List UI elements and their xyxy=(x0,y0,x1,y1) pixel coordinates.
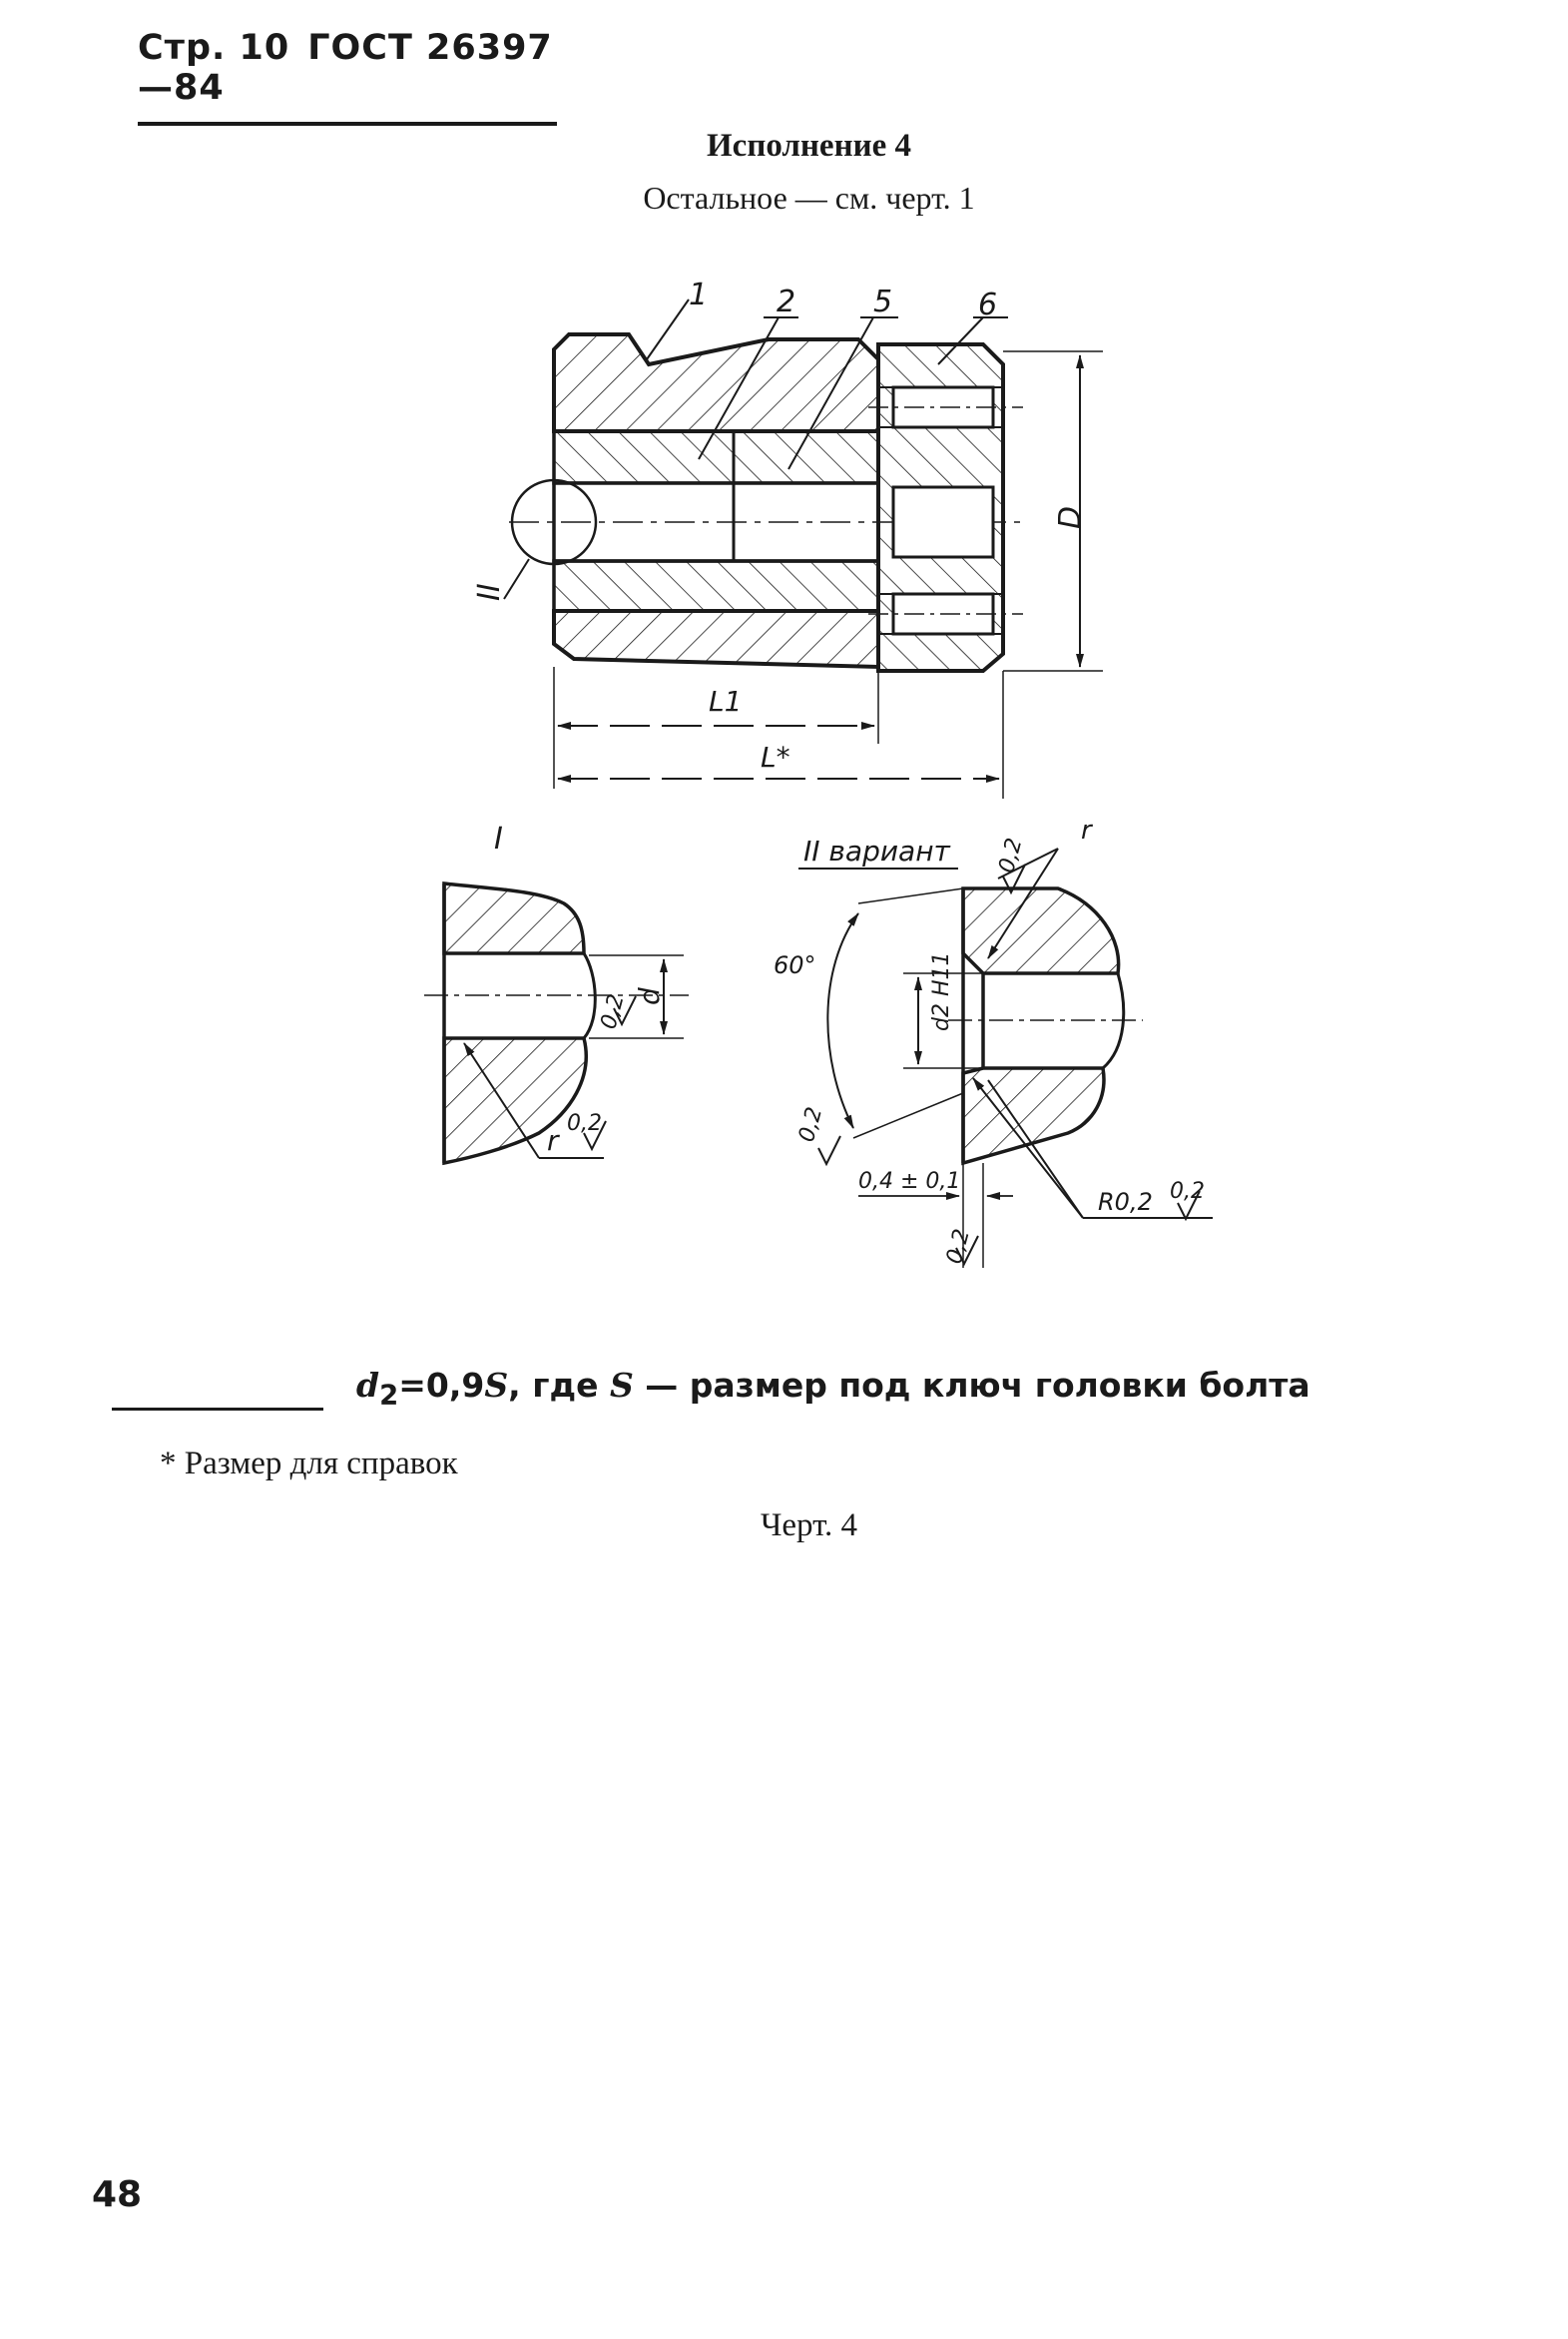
detail-ii-roughness-3: 0,2 xyxy=(1170,1179,1205,1204)
detail-ii-angle: 60° xyxy=(774,951,816,979)
detail-i-title: I xyxy=(494,822,503,857)
callout-5: 5 xyxy=(873,285,893,319)
footnote-separator xyxy=(112,1408,323,1411)
formula-text: $d_2=0,9S$, где S — размер под ключ головки болта xyxy=(356,1366,1310,1412)
detail-i-roughness-1: 0,2 xyxy=(596,991,630,1032)
detail-ii-dim-d2: d2 H11 xyxy=(929,951,954,1031)
footnote: * Размер для справок xyxy=(160,1446,458,1481)
detail-ii-roughness-1: 0,2 xyxy=(994,835,1028,877)
dim-l: L* xyxy=(761,741,790,774)
variant-subtitle: Остальное — см. черт. 1 xyxy=(643,180,975,216)
detail-i-radius: r xyxy=(547,1124,559,1157)
variant-title: Исполнение 4 xyxy=(707,128,911,164)
section-mark-ii: II xyxy=(472,583,507,601)
main-view xyxy=(504,299,1103,799)
figure-caption: Черт. 4 xyxy=(760,1507,858,1543)
detail-i-roughness-2: 0,2 xyxy=(567,1111,602,1136)
callout-2: 2 xyxy=(777,285,796,319)
detail-i-dim-d: d xyxy=(633,987,666,1005)
detail-ii-title: II вариант xyxy=(803,835,950,868)
page-number: 48 xyxy=(92,2174,143,2215)
callout-1: 1 xyxy=(689,278,709,312)
detail-ii-chamfer: 0,4 ± 0,1 xyxy=(858,1169,961,1194)
standard-label: ГОСТ 26397—84 xyxy=(138,28,553,108)
detail-ii-radius-r: r xyxy=(1081,816,1092,846)
dim-l1: L1 xyxy=(709,685,743,718)
callout-6: 6 xyxy=(978,288,998,322)
detail-i xyxy=(424,883,689,1163)
detail-ii-roughness-4: 0,2 xyxy=(941,1226,975,1267)
page-label: Стр. 10 xyxy=(138,28,290,68)
dim-d-main: D xyxy=(1053,505,1088,529)
detail-ii-roughness-2: 0,2 xyxy=(793,1104,828,1145)
detail-ii-radius-main: R0,2 xyxy=(1098,1188,1153,1216)
